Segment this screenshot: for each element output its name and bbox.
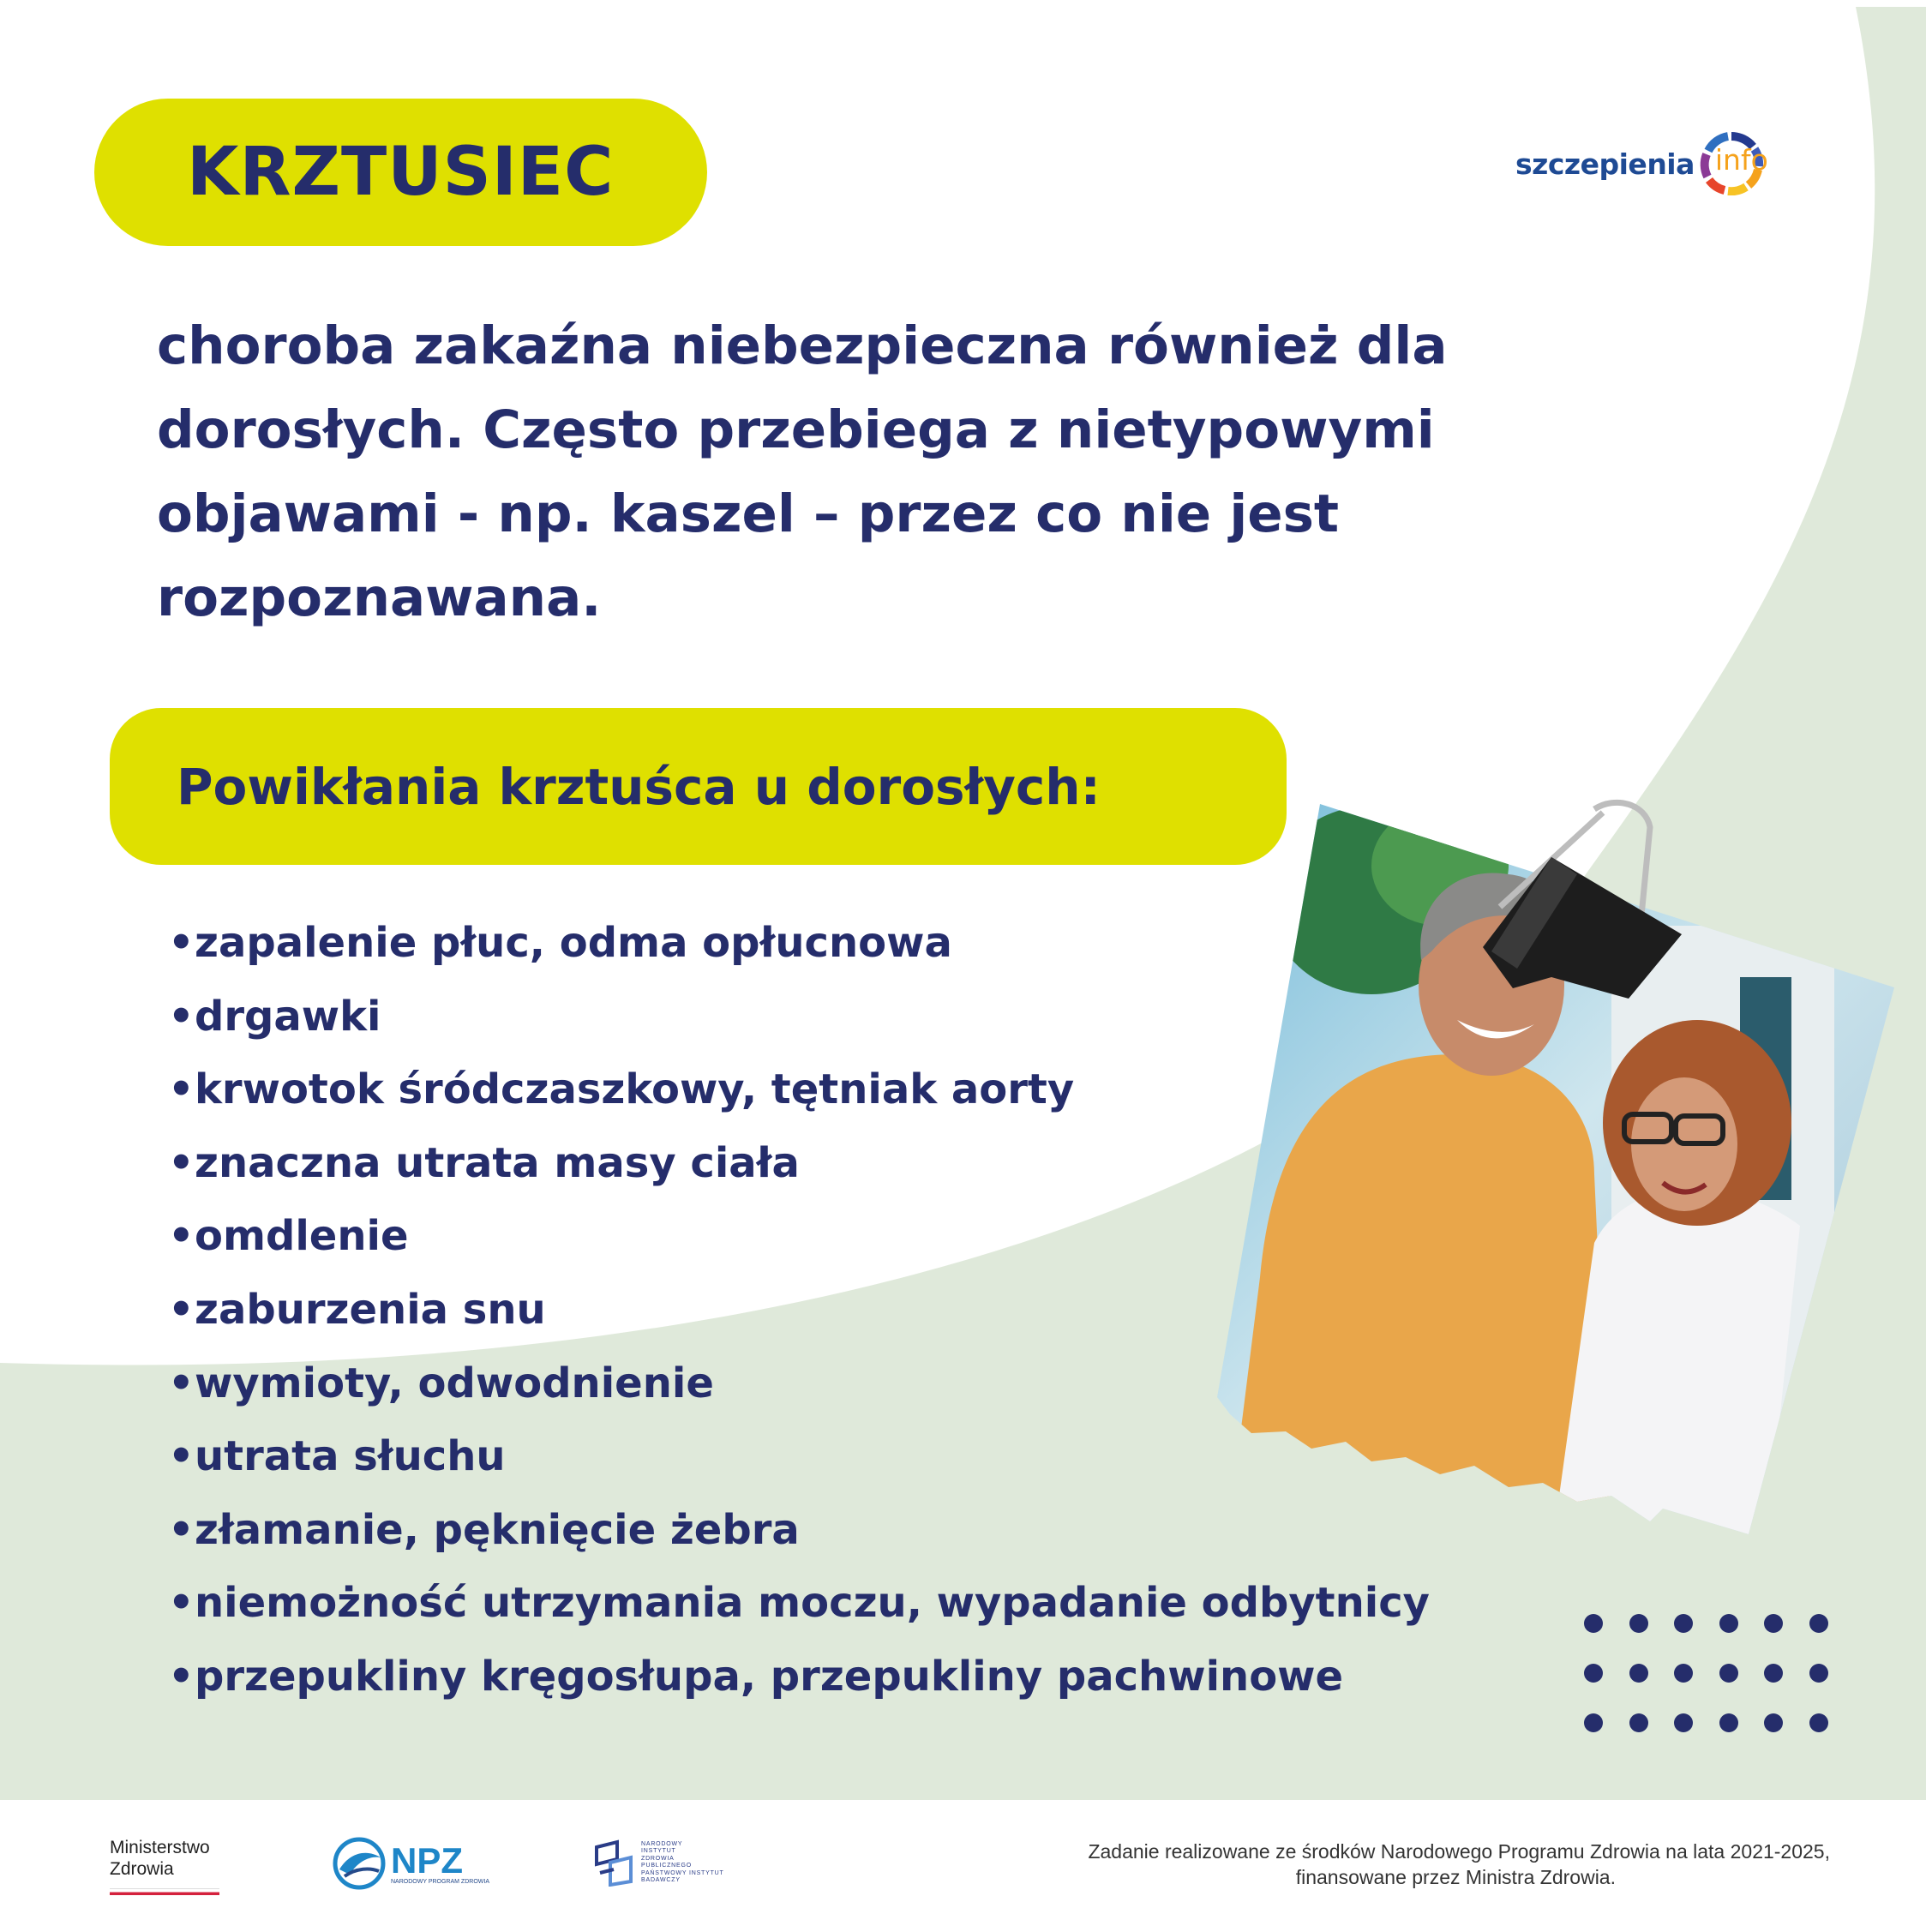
bullet: • <box>168 1138 195 1187</box>
polish-flag-stripe-icon <box>110 1888 219 1895</box>
dot <box>1674 1664 1693 1683</box>
list-item-text: zaburzenia snu <box>195 1285 546 1334</box>
funding-line: finansowane przez Ministra Zdrowia. <box>1295 1866 1616 1888</box>
npz-abbr: NPZ <box>391 1839 463 1881</box>
list-item-text: drgawki <box>195 992 381 1041</box>
bullet: • <box>168 1359 195 1407</box>
dot <box>1809 1713 1828 1732</box>
title-pill <box>94 99 707 246</box>
list-item-text: omdlenie <box>195 1212 409 1261</box>
logo-word-info: info <box>1714 143 1768 177</box>
ministry-of-health-logo <box>110 1837 219 1895</box>
bullet: • <box>168 1579 195 1628</box>
nizp-line: PAŃSTWOWY INSTYTUT <box>641 1869 724 1876</box>
bullet: • <box>168 992 195 1041</box>
bullet: • <box>168 1652 195 1701</box>
dot <box>1674 1713 1693 1732</box>
dot <box>1764 1713 1783 1732</box>
szczepienia-info-logo <box>1515 125 1768 202</box>
dot <box>1719 1614 1738 1633</box>
dot <box>1719 1664 1738 1683</box>
dot <box>1584 1664 1603 1683</box>
nizp-line: INSTYTUT <box>641 1848 676 1854</box>
list-item-text: niemożność utrzymania moczu, wypadanie odbytnicy <box>195 1579 1430 1628</box>
dot <box>1629 1664 1648 1683</box>
dot <box>1629 1614 1648 1633</box>
ministry-line: Ministerstwo <box>110 1838 210 1857</box>
dot <box>1584 1713 1603 1732</box>
list-item <box>168 1567 1430 1641</box>
list-item-text: zapalenie płuc, odma opłucnowa <box>195 919 952 967</box>
logo-ring-icon <box>1700 132 1768 195</box>
nizp-line: ZDROWIA <box>641 1855 675 1862</box>
dot <box>1809 1664 1828 1683</box>
funding-note <box>943 1839 1830 1890</box>
list-item <box>168 1641 1430 1714</box>
nizp-line: BADAWCZY <box>641 1877 681 1883</box>
funding-line: Zadanie realizowane ze środków Narodowego Programu Zdrowia na lata 2021-2025, <box>1088 1840 1830 1863</box>
dot <box>1674 1614 1693 1633</box>
bullet: • <box>168 1212 195 1261</box>
intro-line: rozpoznawana. <box>157 567 602 628</box>
complications-heading-pill <box>110 708 1287 865</box>
intro-line: choroba zakaźna niebezpieczna również dla <box>157 315 1448 376</box>
couple-photo <box>1149 797 1903 1551</box>
dot <box>1809 1614 1828 1633</box>
bullet: • <box>168 1285 195 1334</box>
dot <box>1764 1614 1783 1633</box>
nizp-line: NARODOWY <box>641 1840 683 1847</box>
page-title: KRZTUSIEC <box>187 134 615 211</box>
bullet: • <box>168 1065 195 1114</box>
bullet: • <box>168 919 195 967</box>
logo-word-szczepienia: szczepienia <box>1515 147 1695 181</box>
bullet: • <box>168 1505 195 1554</box>
dot <box>1764 1664 1783 1683</box>
list-item-text: utrata słuchu <box>195 1432 506 1481</box>
list-item-text: krwotok śródczaszkowy, tętniak aorty <box>195 1065 1075 1114</box>
dot <box>1584 1614 1603 1633</box>
dot <box>1719 1713 1738 1732</box>
intro-line: dorosłych. Często przebiega z nietypowymi <box>157 399 1435 460</box>
complications-heading: Powikłania krztuśca u dorosłych: <box>177 757 1101 816</box>
intro-text <box>157 304 1614 640</box>
npz-logo <box>333 1837 489 1890</box>
bullet: • <box>168 1432 195 1481</box>
nizp-pzh-logo <box>591 1839 724 1887</box>
npz-globe-icon <box>333 1837 386 1890</box>
dot <box>1629 1713 1648 1732</box>
list-item-text: przepukliny kręgosłupa, przepukliny pachwinowe <box>195 1652 1344 1701</box>
decorative-dot-grid <box>1584 1614 1828 1732</box>
nizp-line: PUBLICZNEGO <box>641 1863 692 1869</box>
intro-line: objawami - np. kaszel – przez co nie jest <box>157 483 1340 544</box>
ministry-line: Zdrowia <box>110 1859 174 1879</box>
npz-full-name: NARODOWY PROGRAM ZDROWIA <box>391 1878 489 1885</box>
list-item-text: złamanie, pęknięcie żebra <box>195 1505 800 1554</box>
nizp-mark-icon <box>591 1839 636 1887</box>
list-item-text: wymioty, odwodnienie <box>195 1359 714 1407</box>
list-item-text: znaczna utrata masy ciała <box>195 1138 800 1187</box>
